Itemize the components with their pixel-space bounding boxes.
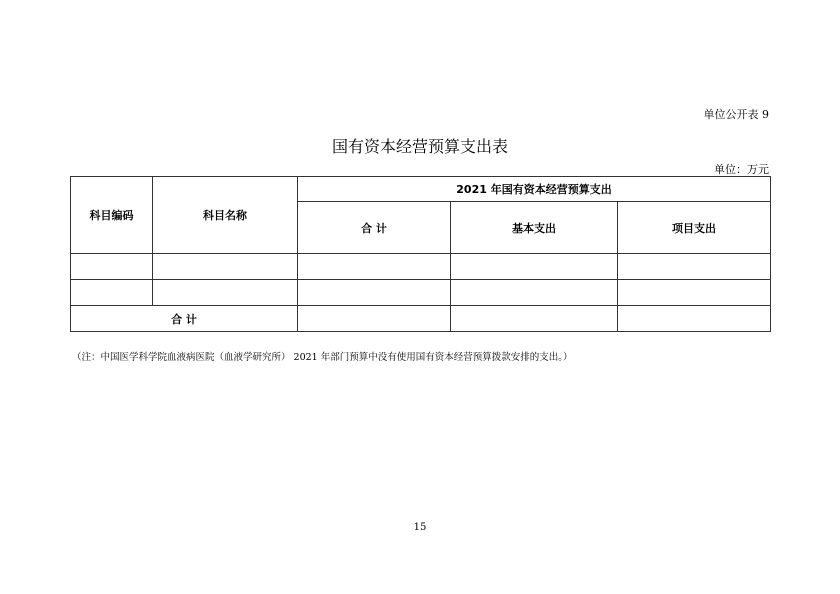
total-row-basic xyxy=(451,306,618,332)
cell-project xyxy=(618,280,771,306)
header-group-budget: 2021 年国有资本经营预算支出 xyxy=(298,177,771,202)
cell-basic xyxy=(451,280,618,306)
cell-project xyxy=(618,254,771,280)
total-row xyxy=(71,306,771,332)
page-title: 国有资本经营预算支出表 xyxy=(331,137,508,156)
header-subject-code: 科目编码 xyxy=(71,177,153,254)
page-number: 15 xyxy=(413,522,427,533)
header-basic: 基本支出 xyxy=(451,202,618,254)
cell-total xyxy=(298,280,451,306)
table-row xyxy=(71,280,771,306)
cell-name xyxy=(153,280,298,306)
total-row-project xyxy=(618,306,771,332)
cell-basic xyxy=(451,254,618,280)
form-number: 单位公开表 9 xyxy=(703,108,769,121)
budget-table xyxy=(70,176,771,332)
total-row-total xyxy=(298,306,451,332)
header-total: 合 计 xyxy=(298,202,451,254)
cell-code xyxy=(71,254,153,280)
header-project: 项目支出 xyxy=(618,202,771,254)
total-row-label: 合 计 xyxy=(71,306,298,332)
table-row xyxy=(71,254,771,280)
footnote: （注：中国医学科学院血液病医院（血液学研究所） 2021 年部门预算中没有使用国有资本经营预算拨款安排的支出。） xyxy=(72,352,573,363)
cell-code xyxy=(71,280,153,306)
cell-total xyxy=(298,254,451,280)
cell-name xyxy=(153,254,298,280)
header-subject-name: 科目名称 xyxy=(153,177,298,254)
header-row xyxy=(71,177,771,202)
unit-label: 单位：万元 xyxy=(714,163,769,176)
